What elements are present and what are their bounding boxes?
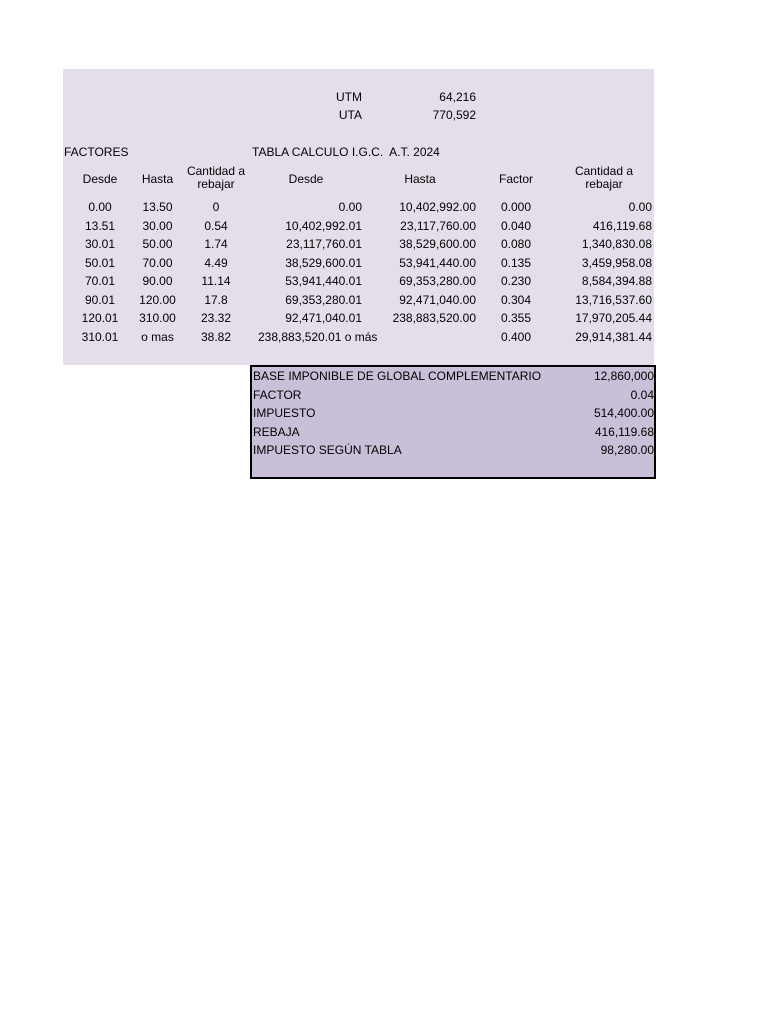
- factores-header-hasta: Hasta: [141, 172, 174, 186]
- summary-value: 416,119.68: [594, 424, 654, 439]
- factores-header-desde: Desde: [82, 172, 118, 186]
- tabla-header-hasta: Hasta: [404, 172, 436, 186]
- tabla-cantidad-cell: 416,119.68: [592, 218, 652, 233]
- summary-label: IMPUESTO SEGÚN TABLA: [253, 443, 402, 457]
- tabla-cantidad-cell: 8,584,394.88: [581, 274, 652, 288]
- tabla-desde-cell: 0.00: [338, 200, 362, 214]
- tabla-header-desde: Desde: [288, 172, 324, 186]
- summary-value: 0.04: [630, 387, 654, 402]
- summary-row: [252, 386, 654, 404]
- factores-hasta-cell: 310.00: [139, 311, 176, 325]
- factores-cantidad-cell: 11.14: [201, 274, 231, 288]
- tabla-hasta-cell: 23,117,760.00: [400, 218, 476, 233]
- summary-value: 98,280.00: [600, 443, 654, 457]
- factores-header-cantidad: Cantidad a rebajar: [186, 164, 246, 191]
- tabla-cantidad-cell: 0.00: [628, 200, 652, 214]
- tabla-cantidad-cell: 29,914,381.44: [575, 329, 652, 344]
- tabla-desde-cell: 92,471,040.01: [285, 311, 362, 325]
- tabla-factor-cell: 0.304: [500, 292, 532, 307]
- tax-summary-box: [250, 365, 656, 479]
- tabla-factor-cell: 0.230: [500, 274, 532, 288]
- factores-desde-cell: 13.51: [84, 218, 116, 233]
- factores-desde-cell: 90.01: [84, 292, 116, 307]
- factores-desde-cell: 310.01: [81, 329, 119, 344]
- factores-hasta-cell: 90.00: [142, 274, 173, 288]
- tabla-hasta-cell: 69,353,280.00: [399, 274, 476, 288]
- factores-hasta-cell: o mas: [141, 329, 174, 344]
- tabla-title: TABLA CALCULO I.G.C. A.T. 2024: [252, 145, 440, 159]
- tabla-header-cantidad: Cantidad a rebajar: [574, 164, 634, 191]
- tabla-factor-cell: 0.040: [500, 218, 532, 233]
- summary-label: REBAJA: [253, 424, 300, 439]
- factores-cantidad-cell: 4.49: [204, 255, 228, 270]
- factores-cantidad-cell: 1.74: [204, 237, 228, 251]
- factores-cantidad-cell: 0: [212, 200, 220, 214]
- factores-cantidad-cell: 0.54: [204, 218, 228, 233]
- tabla-desde-cell: 69,353,280.01: [285, 292, 362, 307]
- summary-label: BASE IMPONIBLE DE GLOBAL COMPLEMENTARIO: [253, 369, 542, 383]
- factores-desde-cell: 70.01: [84, 274, 116, 288]
- uta-value: 770,592: [432, 108, 476, 122]
- factores-hasta-cell: 30.00: [142, 218, 173, 233]
- utm-label: UTM: [336, 90, 362, 104]
- tabla-desde-cell: 10,402,992.01: [285, 218, 362, 233]
- tabla-desde-cell: 38,529,600.01: [285, 255, 362, 270]
- tabla-desde-cell: 238,883,520.01 o más: [258, 329, 378, 344]
- factores-desde-cell: 50.01: [84, 255, 116, 270]
- tabla-desde-cell: 53,941,440.01: [285, 274, 362, 288]
- tabla-factor-cell: 0.355: [500, 311, 532, 325]
- uta-label: UTA: [338, 108, 362, 122]
- summary-row: [252, 441, 654, 459]
- summary-value: 12,860,000: [593, 369, 654, 383]
- summary-row: [252, 404, 654, 422]
- tabla-hasta-cell: 53,941,440.00: [399, 255, 476, 270]
- factores-hasta-cell: 13.50: [142, 200, 173, 214]
- tabla-hasta-cell: 38,529,600.00: [399, 237, 476, 251]
- tabla-hasta-cell: 92,471,040.00: [399, 292, 476, 307]
- factores-desde-cell: 30.01: [84, 237, 116, 251]
- factores-cantidad-cell: 38.82: [200, 329, 232, 344]
- factores-hasta-cell: 70.00: [142, 255, 173, 270]
- factores-cantidad-cell: 23.32: [200, 311, 232, 325]
- summary-value: 514,400.00: [593, 406, 654, 420]
- factores-desde-cell: 120.01: [81, 311, 119, 325]
- factores-desde-cell: 0.00: [88, 200, 112, 214]
- tabla-factor-cell: 0.400: [500, 329, 532, 344]
- factores-hasta-cell: 120.00: [139, 292, 176, 307]
- tabla-cantidad-cell: 3,459,958.08: [581, 255, 652, 270]
- summary-label: IMPUESTO: [253, 406, 316, 420]
- tabla-header-factor: Factor: [498, 172, 533, 186]
- tabla-factor-cell: 0.135: [500, 255, 532, 270]
- tabla-cantidad-cell: 1,340,830.08: [581, 237, 652, 251]
- factores-hasta-cell: 50.00: [142, 237, 173, 251]
- tabla-cantidad-cell: 17,970,205.44: [575, 311, 652, 325]
- tabla-hasta-cell: 238,883,520.00: [392, 311, 476, 325]
- tabla-factor-cell: 0.000: [500, 200, 532, 214]
- tabla-hasta-cell: 10,402,992.00: [399, 200, 476, 214]
- factores-cantidad-cell: 17.8: [204, 292, 228, 307]
- tabla-factor-cell: 0.080: [500, 237, 532, 251]
- summary-label: FACTOR: [253, 387, 302, 402]
- tabla-desde-cell: 23,117,760.01: [286, 237, 362, 251]
- summary-row: [252, 367, 654, 385]
- factores-title: FACTORES: [64, 145, 129, 159]
- summary-row: [252, 423, 654, 441]
- tabla-cantidad-cell: 13,716,537.60: [575, 292, 652, 307]
- utm-value: 64,216: [439, 90, 476, 104]
